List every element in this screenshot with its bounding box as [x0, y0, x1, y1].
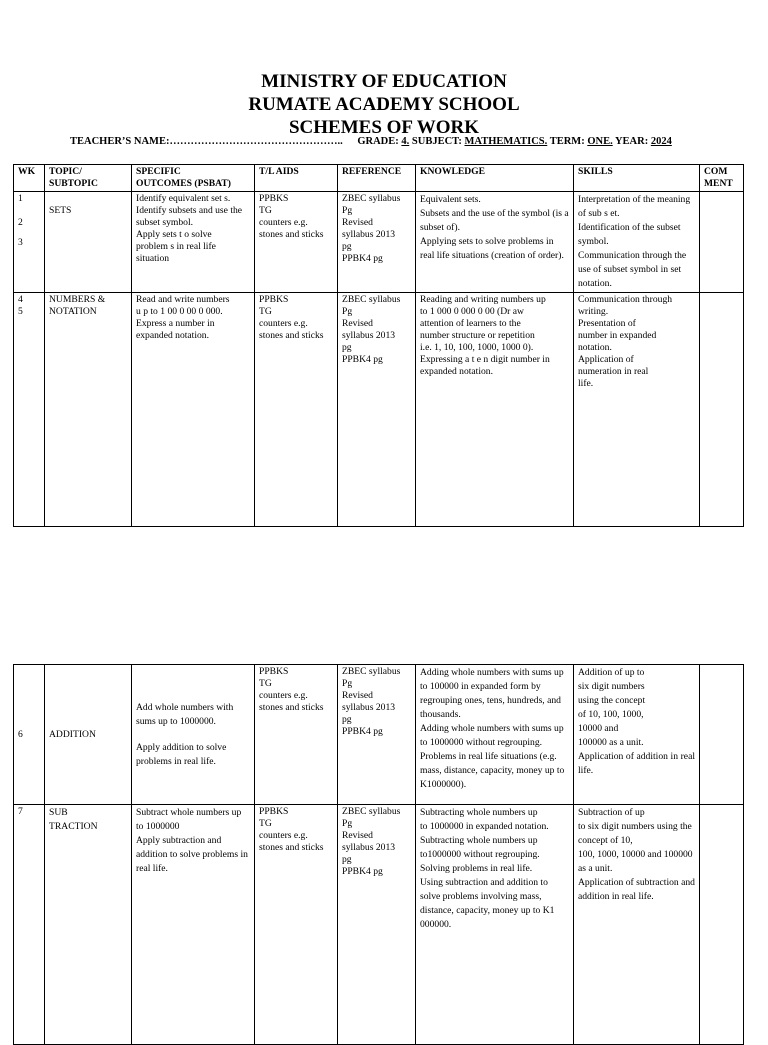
reference-cell: ZBEC syllabus Pg Revised syllabus 2013 pg PPBK4 pg: [338, 805, 416, 1045]
reference-cell: ZBEC syllabus Pg Revised syllabus 2013 pg PPBK4 pg: [338, 293, 416, 527]
topic-cell: NUMBERS & NOTATION: [45, 293, 132, 527]
aids-cell: PPBKS TG counters e.g. stones and sticks: [255, 192, 338, 293]
school-title: RUMATE ACADEMY SCHOOL: [248, 94, 520, 115]
outcomes-cell: Add whole numbers with sums up to 1000000. Apply addition to solve problems in real life.: [132, 665, 255, 805]
reference-cell: ZBEC syllabus Pg Revised syllabus 2013 pg PPBK4 pg: [338, 665, 416, 805]
skills-cell: Communication through writing. Presentation of number in expanded notation. Application of numeration in real life.: [574, 293, 700, 527]
year-value: 2024: [650, 136, 672, 147]
knowledge-cell: Subtracting whole numbers up to 1000000 in expanded notation. Subtracting whole numbers up to1000000 without regrouping. Solving problems in real life. Using subtraction and addition to solve problems involving mass, distance, capacity, money up to K1 000000.: [416, 805, 574, 1045]
document-title: SCHEMES OF WORK: [288, 117, 480, 138]
scheme-table-page-1: [13, 164, 744, 527]
col-header-outcomes: SPECIFIC OUTCOMES (PSBAT): [132, 165, 255, 192]
topic-cell: SETS: [45, 192, 132, 293]
subject-value: MATHEMATICS.: [464, 136, 548, 147]
col-header-topic: TOPIC/ SUBTOPIC: [45, 165, 132, 192]
scheme-table-page-2: [13, 664, 744, 1045]
col-header-reference: REFERENCE: [338, 165, 416, 192]
reference-cell: ZBEC syllabus Pg Revised syllabus 2013 pg PPBK4 pg: [338, 192, 416, 293]
knowledge-cell: Equivalent sets. Subsets and the use of the symbol (is a subset of). Applying sets to solve problems in real life situations (creation of order).: [416, 192, 574, 293]
skills-cell: Subtraction of up to six digit numbers using the concept of 10, 100, 1000, 10000 and 100000 as a unit. Application of subtraction and addition in real life.: [574, 805, 700, 1045]
aids-cell: PPBKS TG counters e.g. stones and sticks: [255, 665, 338, 805]
outcomes-cell: Identify equivalent set s. Identify subsets and use the subset symbol. Apply sets t o solve problem s in real life situation: [132, 192, 255, 293]
grade-value: 4.: [401, 136, 410, 147]
ministry-title: MINISTRY OF EDUCATION: [261, 71, 507, 92]
outcomes-cell: Subtract whole numbers up to 1000000 Apply subtraction and addition to solve problems in real life.: [132, 805, 255, 1045]
term-value: ONE.: [587, 136, 613, 147]
subject-label: SUBJECT:: [411, 136, 462, 147]
table-row: [14, 805, 744, 1045]
wk-cell: 6: [14, 665, 45, 805]
teacher-name-label: TEACHER’S NAME:…………………………………………..: [70, 136, 343, 147]
knowledge-cell: Adding whole numbers with sums up to 100000 in expanded form by regrouping ones, tens, hundreds, and thousands. Adding whole numbers with sums up to 1000000 without regrouping. Problems in real life situations (e.g. mass, distance, capacity, money up to K1000000).: [416, 665, 574, 805]
col-header-wk: WK: [14, 165, 45, 192]
table-header-row: [14, 165, 744, 192]
col-header-skills: SKILLS: [574, 165, 700, 192]
comment-cell: [700, 192, 744, 293]
teacher-info-line: [70, 136, 760, 147]
document-header: [0, 70, 768, 139]
wk-cell: 1 2 3: [14, 192, 45, 293]
comment-cell: [700, 665, 744, 805]
table-row: [14, 293, 744, 527]
col-header-aids: T/L AIDS: [255, 165, 338, 192]
comment-cell: [700, 293, 744, 527]
aids-cell: PPBKS TG counters e.g. stones and sticks: [255, 293, 338, 527]
knowledge-cell: Reading and writing numbers up to 1 000 0 000 0 00 (Dr aw attention of learners to the number structure or repetition i.e. 1, 10, 100, 1000, 1000 0). Expressing a t e n digit number in expanded notation.: [416, 293, 574, 527]
topic-cell: ADDITION: [45, 665, 132, 805]
table-row: [14, 665, 744, 805]
wk-cell: 7: [14, 805, 45, 1045]
col-header-comment: COM MENT: [700, 165, 744, 192]
wk-cell: 4 5: [14, 293, 45, 527]
year-label: YEAR:: [614, 136, 649, 147]
grade-label: GRADE:: [357, 136, 399, 147]
topic-cell: SUB TRACTION: [45, 805, 132, 1045]
outcomes-cell: Read and write numbers u p to 1 00 0 00 0 000. Express a number in expanded notation.: [132, 293, 255, 527]
comment-cell: [700, 805, 744, 1045]
skills-cell: Addition of up to six digit numbers using the concept of 10, 100, 1000, 10000 and 100000 as a unit. Application of addition in real life.: [574, 665, 700, 805]
aids-cell: PPBKS TG counters e.g. stones and sticks: [255, 805, 338, 1045]
col-header-knowledge: KNOWLEDGE: [416, 165, 574, 192]
skills-cell: Interpretation of the meaning of sub s et. Identification of the subset symbol. Communication through the use of subset symbol in set notation.: [574, 192, 700, 293]
table-row: [14, 192, 744, 293]
term-label: TERM:: [549, 136, 585, 147]
